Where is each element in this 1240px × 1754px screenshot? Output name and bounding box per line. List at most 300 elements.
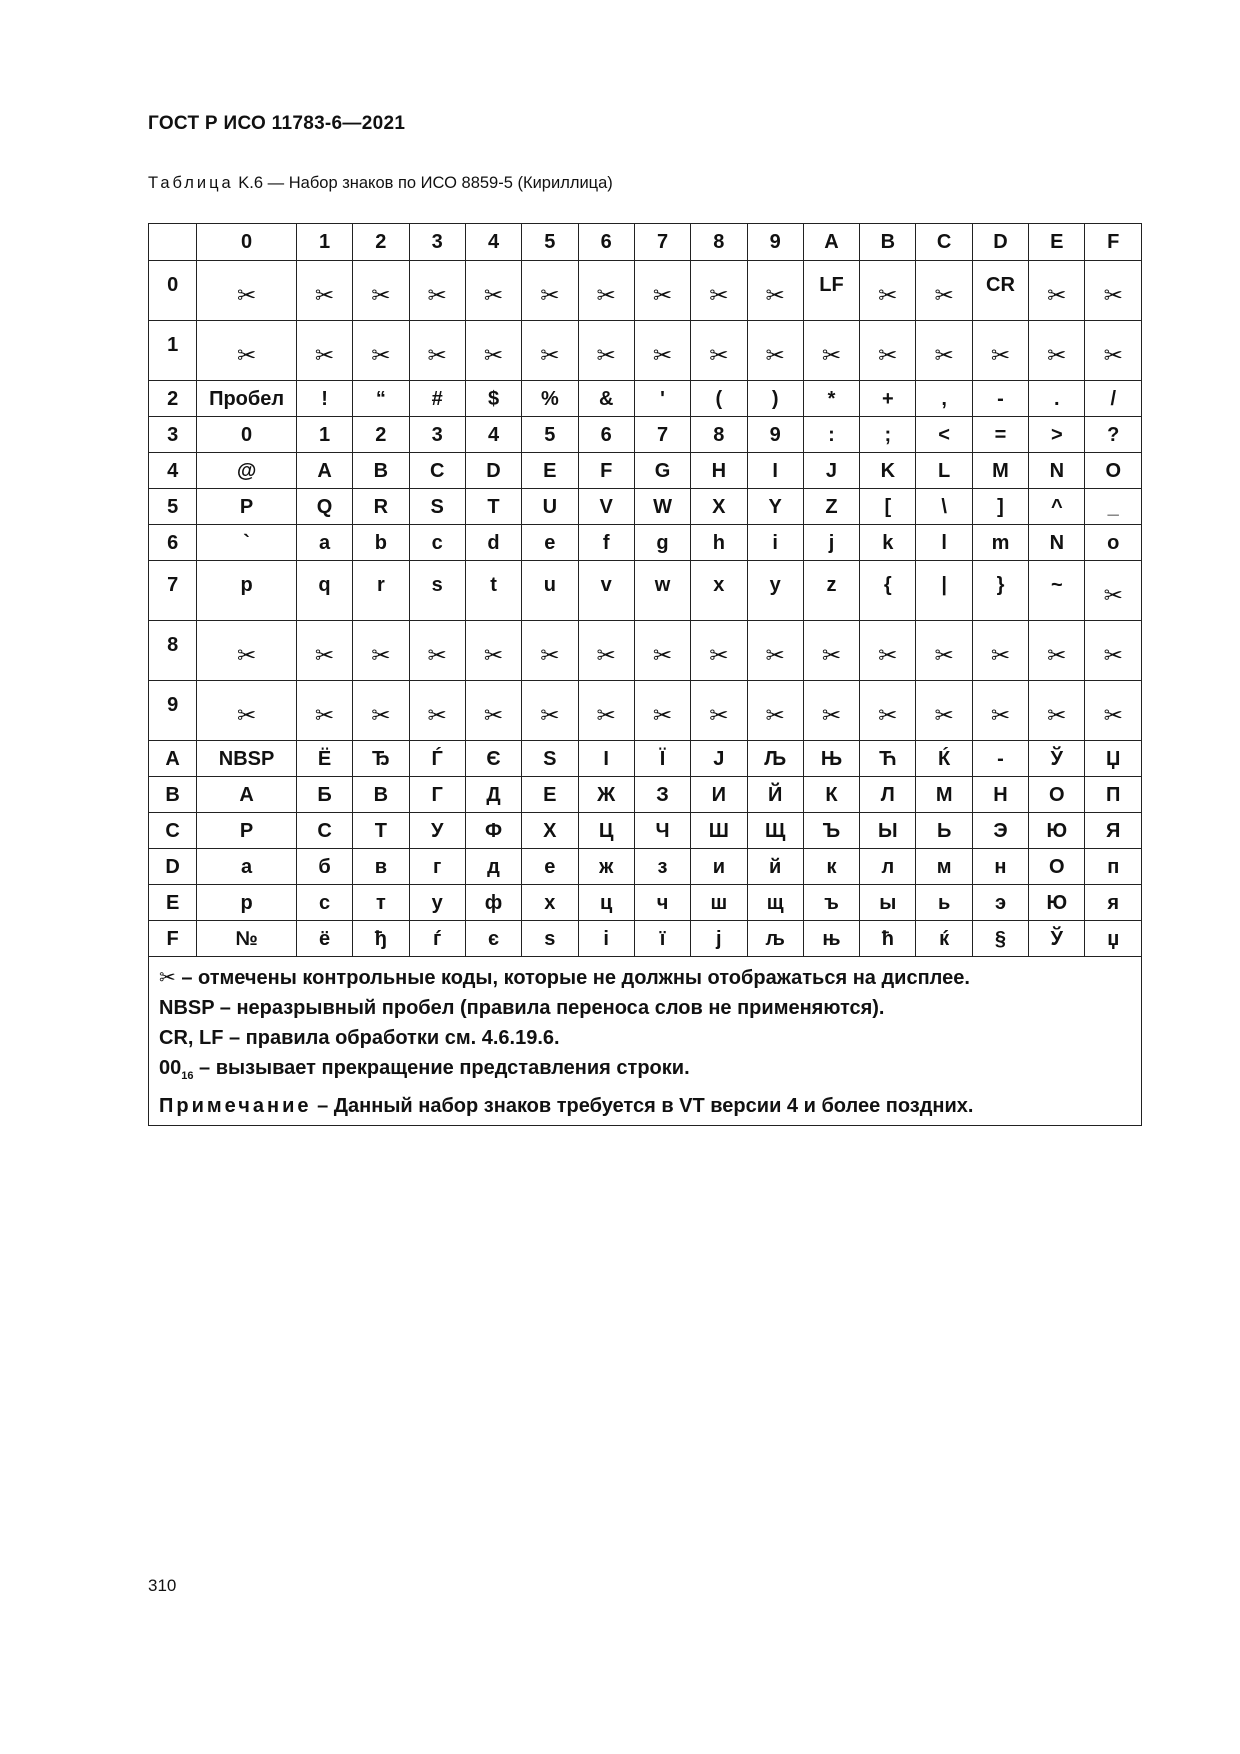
char-cell: х (522, 885, 578, 921)
char-cell: ж (578, 849, 634, 885)
column-header: D (972, 224, 1028, 261)
scissors-icon: ✂ (1047, 282, 1067, 308)
row-header: 4 (149, 453, 197, 489)
table-row (149, 921, 1142, 957)
char-cell: p (197, 561, 297, 621)
column-header: 6 (578, 224, 634, 261)
table-row (149, 561, 1142, 621)
column-header: 3 (409, 224, 465, 261)
char-cell: Ќ (916, 741, 972, 777)
scissors-icon: ✂ (1103, 342, 1123, 368)
char-cell: љ (747, 921, 803, 957)
scissors-icon: ✂ (934, 342, 954, 368)
char-cell: Q (296, 489, 352, 525)
char-cell: Ф (465, 813, 521, 849)
column-header: 8 (691, 224, 747, 261)
char-cell: Ї (634, 741, 690, 777)
scissors-icon: ✂ (1103, 642, 1123, 668)
scissors-icon: ✂ (1047, 702, 1067, 728)
table-row (149, 813, 1142, 849)
control-code-cell (1085, 681, 1142, 741)
char-cell: J (803, 453, 859, 489)
row-header: 2 (149, 381, 197, 417)
scissors-icon: ✂ (1047, 342, 1067, 368)
char-cell: Л (860, 777, 916, 813)
char-cell: C (409, 453, 465, 489)
char-cell: P (197, 489, 297, 525)
char-cell: s (409, 561, 465, 621)
char-cell: § (972, 921, 1028, 957)
char-cell: м (916, 849, 972, 885)
char-cell: CR (972, 261, 1028, 321)
control-code-cell (972, 681, 1028, 741)
char-cell: Z (803, 489, 859, 525)
char-cell: c (409, 525, 465, 561)
char-cell: Щ (747, 813, 803, 849)
char-cell: v (578, 561, 634, 621)
char-cell: Г (409, 777, 465, 813)
char-cell: LF (803, 261, 859, 321)
char-cell: G (634, 453, 690, 489)
scissors-icon: ✂ (596, 702, 616, 728)
table-corner-cell (149, 224, 197, 261)
control-code-cell (197, 261, 297, 321)
control-code-cell (747, 261, 803, 321)
row-header: E (149, 885, 197, 921)
char-cell: 4 (465, 417, 521, 453)
char-cell: е (522, 849, 578, 885)
char-cell: / (1085, 381, 1142, 417)
char-cell: Ё (296, 741, 352, 777)
char-cell: т (353, 885, 409, 921)
char-cell: < (916, 417, 972, 453)
control-code-cell (522, 321, 578, 381)
char-cell: k (860, 525, 916, 561)
char-cell: b (353, 525, 409, 561)
control-code-cell (578, 681, 634, 741)
scissors-icon: ✂ (540, 642, 560, 668)
char-cell: ~ (1029, 561, 1085, 621)
char-cell: D (465, 453, 521, 489)
control-code-cell (860, 321, 916, 381)
char-cell: џ (1085, 921, 1142, 957)
char-cell: u (522, 561, 578, 621)
page-number: 310 (148, 1576, 177, 1595)
char-cell: Ћ (860, 741, 916, 777)
scissors-icon: ✂ (765, 342, 785, 368)
scissors-icon: ✂ (878, 282, 898, 308)
control-code-cell (522, 621, 578, 681)
char-cell: - (972, 381, 1028, 417)
control-code-cell (634, 321, 690, 381)
control-code-cell (916, 621, 972, 681)
column-header: 5 (522, 224, 578, 261)
column-header: 2 (353, 224, 409, 261)
char-cell: F (578, 453, 634, 489)
char-cell: ь (916, 885, 972, 921)
row-header: C (149, 813, 197, 849)
scissors-icon: ✂ (709, 642, 729, 668)
control-code-cell (803, 621, 859, 681)
char-cell: Ю (1029, 813, 1085, 849)
char-cell: B (353, 453, 409, 489)
char-cell: 6 (578, 417, 634, 453)
char-cell: * (803, 381, 859, 417)
char-cell: № (197, 921, 297, 957)
char-cell: у (409, 885, 465, 921)
char-cell: o (1085, 525, 1142, 561)
column-header: C (916, 224, 972, 261)
column-header: 4 (465, 224, 521, 261)
control-code-cell (353, 621, 409, 681)
scissors-icon: ✂ (1103, 582, 1123, 608)
table-row (149, 681, 1142, 741)
char-cell: с (296, 885, 352, 921)
scissors-icon: ✂ (540, 702, 560, 728)
scissors-icon: ✂ (236, 642, 257, 668)
char-cell: i (747, 525, 803, 561)
control-code-cell (1029, 321, 1085, 381)
char-cell: { (860, 561, 916, 621)
control-code-cell (634, 261, 690, 321)
column-header: 7 (634, 224, 690, 261)
char-cell: П (1085, 777, 1142, 813)
control-code-cell (296, 261, 352, 321)
char-cell: z (803, 561, 859, 621)
char-cell: О (1029, 849, 1085, 885)
scissors-icon: ✂ (709, 282, 729, 308)
control-code-cell (1085, 261, 1142, 321)
control-code-cell (803, 681, 859, 741)
table-row (149, 453, 1142, 489)
char-cell: 0 (197, 417, 297, 453)
char-cell: M (972, 453, 1028, 489)
column-header: A (803, 224, 859, 261)
char-cell: ч (634, 885, 690, 921)
control-code-cell (691, 681, 747, 741)
control-code-cell (634, 681, 690, 741)
scissors-icon: ✂ (1103, 702, 1123, 728)
char-cell: ђ (353, 921, 409, 957)
char-cell: А (197, 777, 297, 813)
char-cell: ' (634, 381, 690, 417)
control-code-cell (691, 261, 747, 321)
control-code-cell (197, 621, 297, 681)
control-code-cell (353, 321, 409, 381)
scissors-icon: ✂ (427, 642, 447, 668)
scissors-icon: ✂ (878, 642, 898, 668)
char-cell: ? (1085, 417, 1142, 453)
char-cell: w (634, 561, 690, 621)
char-cell: С (296, 813, 352, 849)
char-cell: ё (296, 921, 352, 957)
scissors-icon: ✂ (596, 342, 616, 368)
char-cell: N (1029, 453, 1085, 489)
scissors-icon: ✂ (540, 282, 560, 308)
char-cell: з (634, 849, 690, 885)
column-header: 9 (747, 224, 803, 261)
table-body (149, 261, 1142, 957)
row-header: 3 (149, 417, 197, 453)
char-cell: O (1085, 453, 1142, 489)
char-cell: Р (197, 813, 297, 849)
char-cell: М (916, 777, 972, 813)
control-code-cell (353, 681, 409, 741)
row-header: 7 (149, 561, 197, 621)
scissors-icon: ✂ (878, 342, 898, 368)
char-cell: ј (691, 921, 747, 957)
scissors-icon: ✂ (314, 642, 335, 668)
char-cell: | (916, 561, 972, 621)
char-cell: # (409, 381, 465, 417)
table-caption (148, 174, 613, 193)
char-cell: б (296, 849, 352, 885)
control-code-cell (578, 621, 634, 681)
table-row (149, 849, 1142, 885)
char-cell: U (522, 489, 578, 525)
char-cell: Ы (860, 813, 916, 849)
row-header: 1 (149, 321, 197, 381)
char-cell: ш (691, 885, 747, 921)
char-cell: m (972, 525, 1028, 561)
char-cell: ^ (1029, 489, 1085, 525)
char-cell: = (972, 417, 1028, 453)
char-cell: e (522, 525, 578, 561)
char-cell: ф (465, 885, 521, 921)
char-cell: s (522, 921, 578, 957)
char-cell: Ь (916, 813, 972, 849)
scissors-icon: ✂ (427, 282, 447, 308)
row-header: B (149, 777, 197, 813)
char-cell: $ (465, 381, 521, 417)
row-header: 0 (149, 261, 197, 321)
char-cell: & (578, 381, 634, 417)
char-cell: н (972, 849, 1028, 885)
control-code-cell (353, 261, 409, 321)
notes-row (149, 957, 1142, 1126)
char-cell: Y (747, 489, 803, 525)
char-cell: Ч (634, 813, 690, 849)
scissors-icon: ✂ (596, 282, 616, 308)
scissors-icon: ✂ (371, 342, 391, 368)
char-cell: й (747, 849, 803, 885)
char-cell: ; (860, 417, 916, 453)
table-row (149, 777, 1142, 813)
char-cell: E (522, 453, 578, 489)
char-cell: Й (747, 777, 803, 813)
note-null: $00_{16}$ – вызывает прекращение представления строки. (159, 1057, 690, 1082)
scissors-icon: ✂ (878, 702, 898, 728)
control-code-cell (1029, 681, 1085, 741)
char-cell: Е (522, 777, 578, 813)
char-cell: Пробел (197, 381, 297, 417)
control-code-cell (578, 261, 634, 321)
char-cell: р (197, 885, 297, 921)
char-cell: У (409, 813, 465, 849)
scissors-icon: ✂ (314, 702, 335, 728)
control-code-cell (916, 261, 972, 321)
char-cell: . (1029, 381, 1085, 417)
char-cell: W (634, 489, 690, 525)
char-cell: S (409, 489, 465, 525)
char-cell: I (747, 453, 803, 489)
char-cell: Ъ (803, 813, 859, 849)
char-cell: д (465, 849, 521, 885)
scissors-icon: ✂ (427, 702, 447, 728)
scissors-icon: ✂ (652, 702, 673, 728)
char-cell: Ў (1029, 741, 1085, 777)
char-cell: \ (916, 489, 972, 525)
scissors-icon: ✂ (709, 702, 729, 728)
char-cell: j (803, 525, 859, 561)
scissors-icon: ✂ (159, 967, 176, 989)
table-row (149, 741, 1142, 777)
scissors-icon: ✂ (427, 342, 447, 368)
char-cell: g (634, 525, 690, 561)
char-cell: 8 (691, 417, 747, 453)
char-cell: t (465, 561, 521, 621)
char-cell: Ђ (353, 741, 409, 777)
scissors-icon: ✂ (1047, 642, 1067, 668)
control-code-cell (465, 321, 521, 381)
table-row (149, 321, 1142, 381)
char-cell: г (409, 849, 465, 885)
char-cell: [ (860, 489, 916, 525)
scissors-icon: ✂ (765, 642, 785, 668)
char-cell: R (353, 489, 409, 525)
char-cell: ц (578, 885, 634, 921)
char-cell: Д (465, 777, 521, 813)
table-row (149, 381, 1142, 417)
char-cell: 3 (409, 417, 465, 453)
char-cell: NBSP (197, 741, 297, 777)
char-cell: Н (972, 777, 1028, 813)
table-row (149, 261, 1142, 321)
char-cell: V (578, 489, 634, 525)
control-code-cell (691, 621, 747, 681)
scissors-icon: ✂ (709, 342, 729, 368)
scissors-icon: ✂ (236, 342, 257, 368)
scissors-icon: ✂ (990, 702, 1011, 728)
control-code-cell (860, 681, 916, 741)
control-code-cell (465, 261, 521, 321)
scissors-icon: ✂ (821, 702, 842, 728)
control-code-cell (803, 321, 859, 381)
control-code-cell (972, 321, 1028, 381)
char-cell: d (465, 525, 521, 561)
control-code-cell (465, 621, 521, 681)
char-cell: % (522, 381, 578, 417)
control-code-cell (296, 321, 352, 381)
char-cell: њ (803, 921, 859, 957)
char-cell: ! (296, 381, 352, 417)
note-cr-lf: CR, LF – правила обработки см. 4.6.19.6. (159, 1027, 560, 1049)
char-cell: к (803, 849, 859, 885)
scissors-icon: ✂ (934, 642, 954, 668)
char-cell: В (353, 777, 409, 813)
char-cell: “ (353, 381, 409, 417)
row-header: A (149, 741, 197, 777)
char-cell: Љ (747, 741, 803, 777)
column-header: 0 (197, 224, 297, 261)
row-header: 5 (149, 489, 197, 525)
control-code-cell (409, 321, 465, 381)
scissors-icon: ✂ (652, 342, 673, 368)
control-code-cell (860, 261, 916, 321)
char-cell: I (578, 741, 634, 777)
scissors-icon: ✂ (236, 702, 257, 728)
control-code-cell (916, 681, 972, 741)
char-cell: - (972, 741, 1028, 777)
char-cell: L (916, 453, 972, 489)
char-cell: T (465, 489, 521, 525)
note-nbsp: NBSP – неразрывный пробел (правила переноса слов не применяются). (159, 997, 885, 1019)
char-cell: 9 (747, 417, 803, 453)
table-row (149, 525, 1142, 561)
control-code-cell (1085, 621, 1142, 681)
table-notes (149, 957, 1142, 1126)
char-cell: Њ (803, 741, 859, 777)
control-code-cell (296, 621, 352, 681)
char-cell: Ю (1029, 885, 1085, 921)
table-row (149, 489, 1142, 525)
char-cell: l (916, 525, 972, 561)
char-cell: K (860, 453, 916, 489)
char-cell: И (691, 777, 747, 813)
charset-table (148, 223, 1142, 1126)
char-cell: Ѓ (409, 741, 465, 777)
control-code-cell (522, 261, 578, 321)
char-cell: _ (1085, 489, 1142, 525)
column-header: 1 (296, 224, 352, 261)
char-cell: ` (197, 525, 297, 561)
scissors-icon: ✂ (314, 282, 335, 308)
table-header-row (149, 224, 1142, 261)
char-cell: ы (860, 885, 916, 921)
caption-text: K.6 — Набор знаков по ИСО 8859-5 (Кириллица) (233, 174, 613, 192)
char-cell: } (972, 561, 1028, 621)
row-header: 8 (149, 621, 197, 681)
char-cell: Ж (578, 777, 634, 813)
scissors-icon: ✂ (371, 282, 391, 308)
char-cell: ќ (916, 921, 972, 957)
char-cell: ] (972, 489, 1028, 525)
scissors-icon: ✂ (821, 642, 842, 668)
scissors-icon: ✂ (1103, 282, 1123, 308)
scissors-icon: ✂ (371, 642, 391, 668)
char-cell: п (1085, 849, 1142, 885)
control-code-cell (197, 321, 297, 381)
char-cell: + (860, 381, 916, 417)
row-header: F (149, 921, 197, 957)
char-cell: я (1085, 885, 1142, 921)
table-row (149, 621, 1142, 681)
document-header: ГОСТ Р ИСО 11783-6—2021 (148, 113, 406, 134)
scissors-icon: ✂ (483, 642, 504, 668)
char-cell: N (1029, 525, 1085, 561)
char-cell: a (296, 525, 352, 561)
char-cell: щ (747, 885, 803, 921)
char-cell: ѓ (409, 921, 465, 957)
char-cell: Ш (691, 813, 747, 849)
scissors-icon: ✂ (483, 282, 504, 308)
control-code-cell (747, 681, 803, 741)
char-cell: 2 (353, 417, 409, 453)
scissors-icon: ✂ (934, 702, 954, 728)
char-cell: в (353, 849, 409, 885)
char-cell: X (691, 489, 747, 525)
char-cell: , (916, 381, 972, 417)
